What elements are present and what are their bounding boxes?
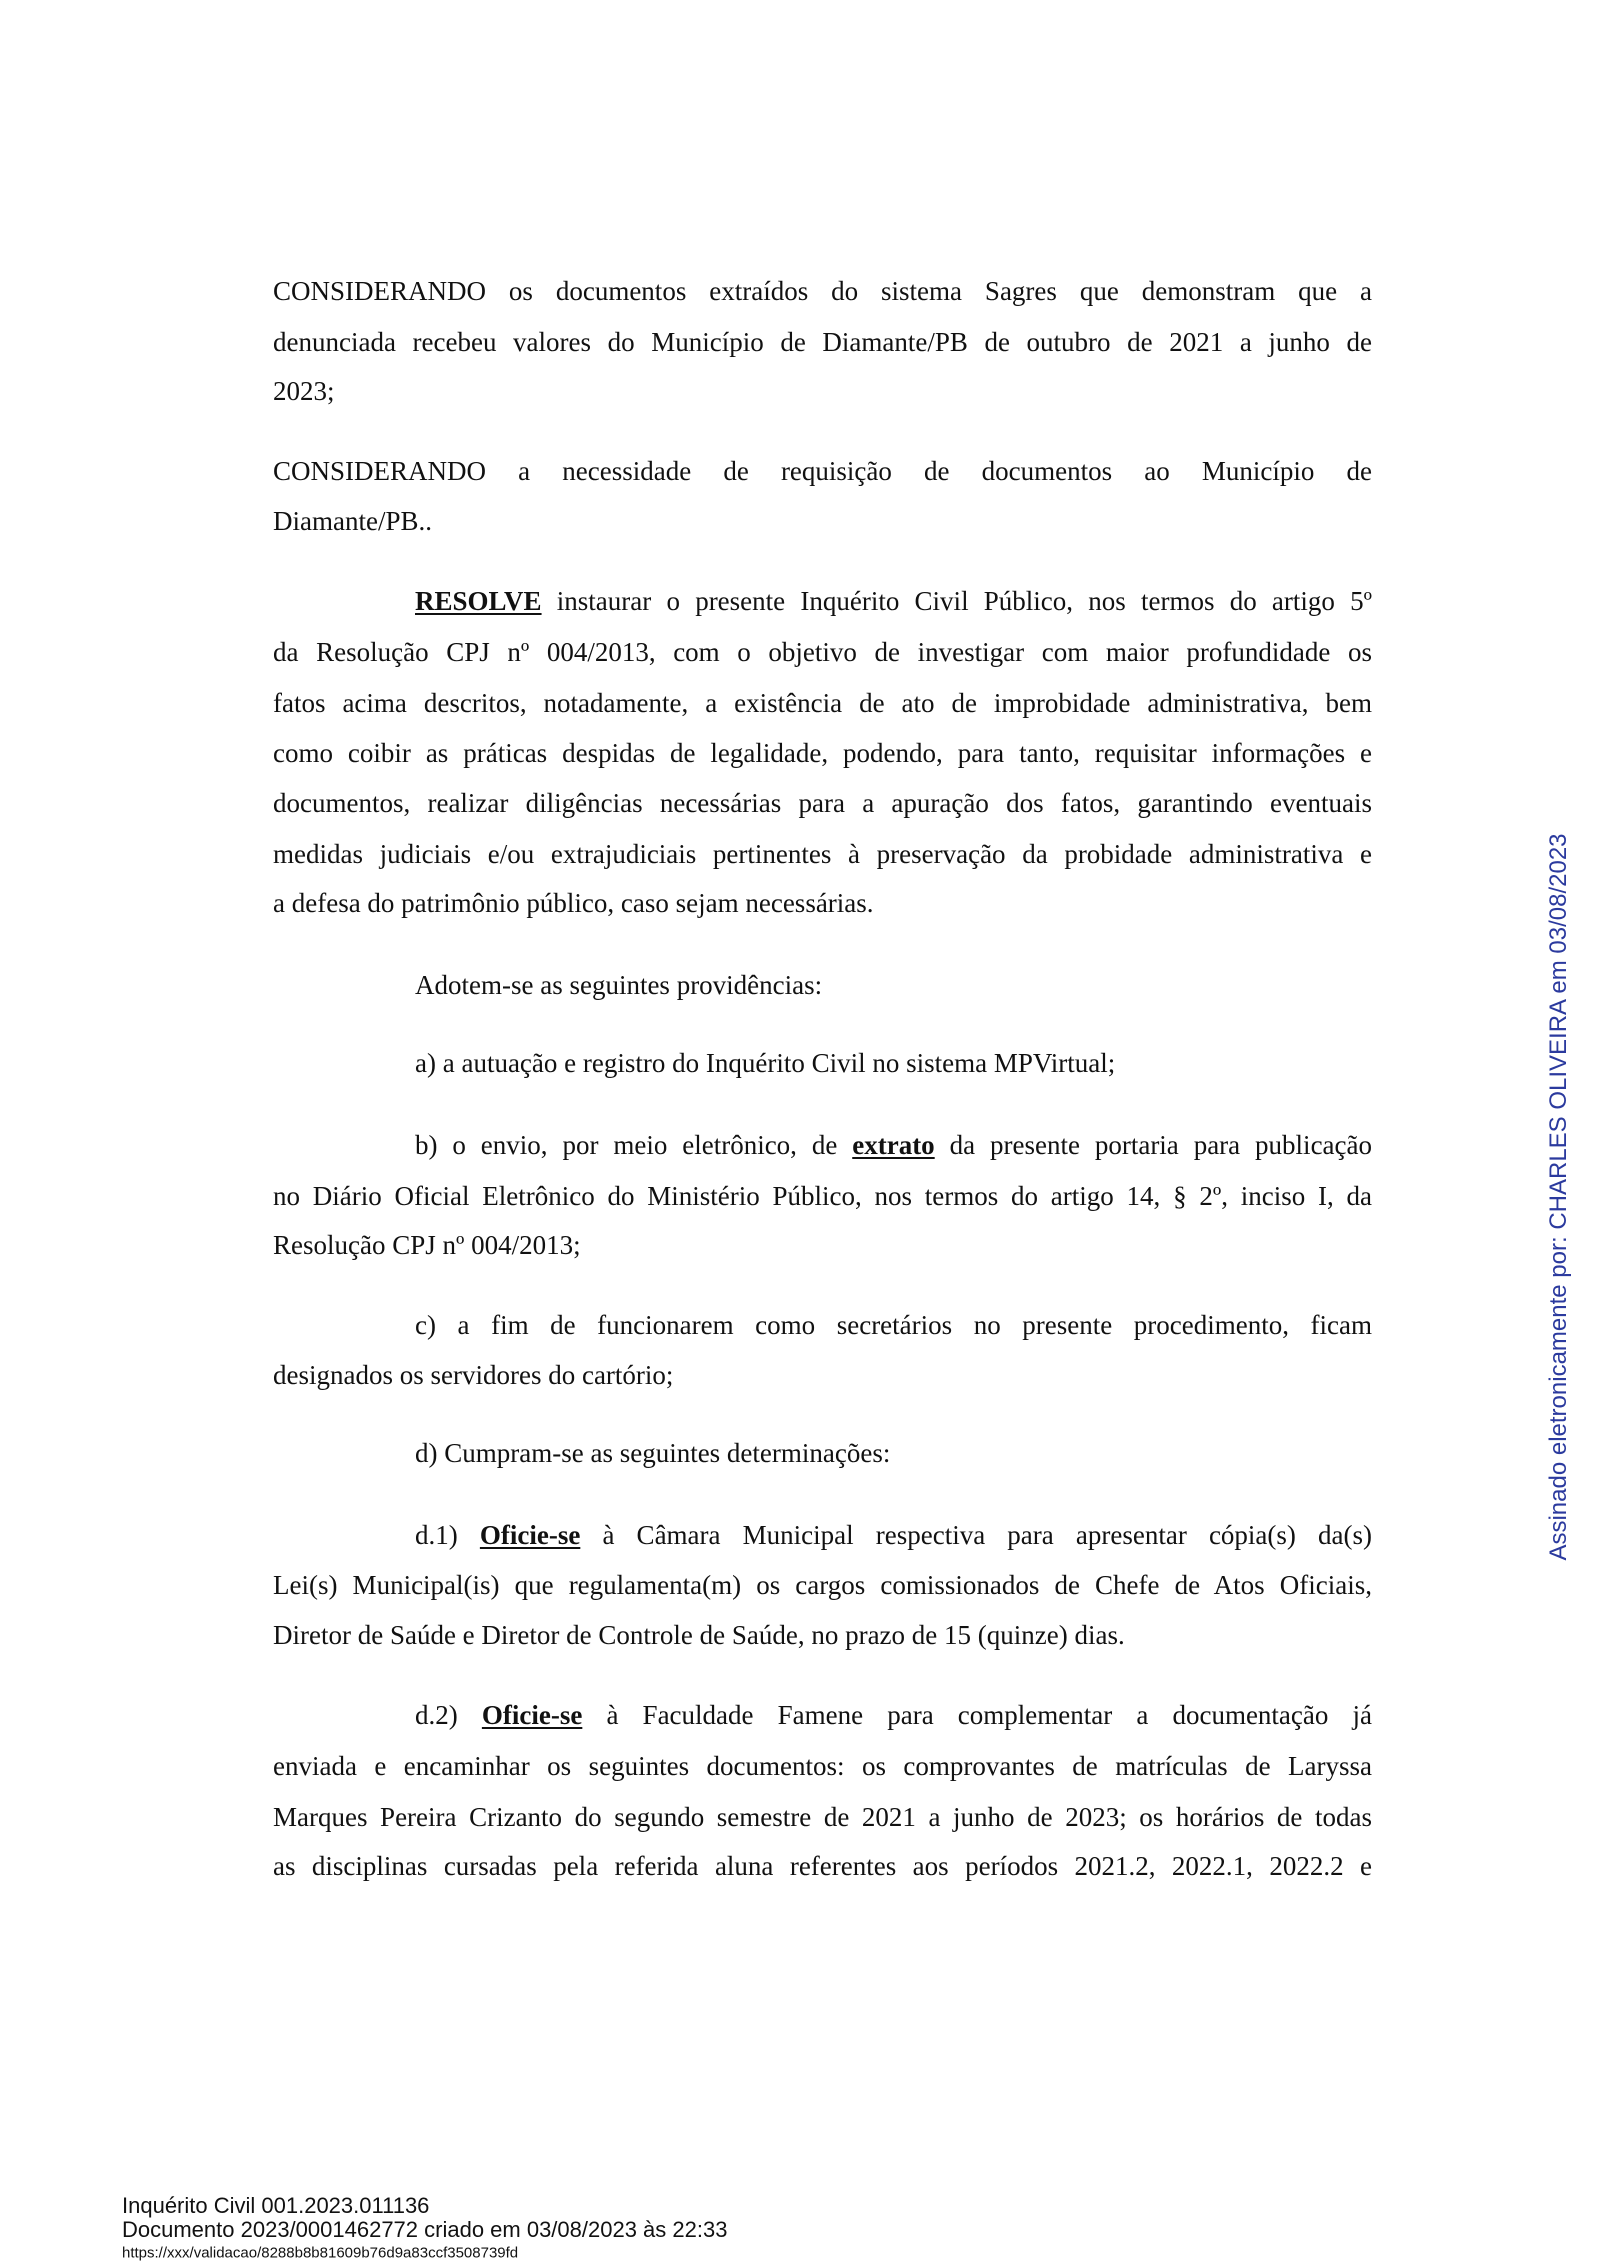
footer-validation-link[interactable]: https://xxx/validacao/8288b8b81609b76d9a83ccf3508739fd [122,2244,519,2262]
body-line: no Diário Oficial Eletrônico do Ministério Público, nos termos do artigo 14, § 2º, inciso I, da [273,1181,1372,1211]
body-line: da Resolução CPJ nº 004/2013, com o objetivo de investigar com maior profundidade os [273,637,1372,667]
resolve-line [415,584,1372,618]
extrato-keyword: extrato [852,1130,935,1160]
body-line: como coibir as práticas despidas de legalidade, podendo, para tanto, requisitar informações e [273,738,1372,768]
body-line: CONSIDERANDO a necessidade de requisição de documentos ao Município de [273,456,1372,486]
body-line: as disciplinas cursadas pela referida aluna referentes aos períodos 2021.2, 2022.1, 2022.2 e [273,1851,1372,1881]
resolve-text: instaurar o presente Inquérito Civil Público, nos termos do artigo 5º [541,586,1372,616]
body-line: Diretor de Saúde e Diretor de Controle de Saúde, no prazo de 15 (quinze) dias. [273,1620,1125,1650]
item-d: d) Cumpram-se as seguintes determinações: [415,1438,891,1468]
body-line: medidas judiciais e/ou extrajudiciais pertinentes à preservação da probidade administrativa e [273,839,1372,869]
body-line: documentos, realizar diligências necessárias para a apuração dos fatos, garantindo eventuais [273,788,1372,818]
body-line: Resolução CPJ nº 004/2013; [273,1230,581,1260]
body-line: CONSIDERANDO os documentos extraídos do sistema Sagres que demonstram que a [273,276,1372,306]
item-d2-text: à Faculdade Famene para complementar a documentação já [582,1700,1372,1730]
item-d1 [415,1518,1372,1552]
item-a: a) a autuação e registro do Inquérito Civil no sistema MPVirtual; [415,1048,1116,1078]
body-line: designados os servidores do cartório; [273,1360,674,1390]
electronic-signature: Assinado eletronicamente por: CHARLES OLIVEIRA em 03/08/2023 [1545,833,1572,1561]
body-line: a defesa do patrimônio público, caso sejam necessárias. [273,888,874,918]
body-line: Diamante/PB.. [273,506,432,536]
resolve-keyword: RESOLVE [415,586,542,616]
item-d2 [415,1698,1372,1732]
body-line: denunciada recebeu valores do Município de Diamante/PB de outubro de 2021 a junho de [273,327,1372,357]
body-line: 2023; [273,376,335,406]
footer-case-number: Inquérito Civil 001.2023.011136 [122,2193,430,2218]
oficie-se-keyword: Oficie-se [479,1520,581,1550]
item-c: c) a fim de funcionarem como secretários no presente procedimento, ficam [415,1310,1372,1340]
body-line: enviada e encaminhar os seguintes documentos: os comprovantes de matrículas de Laryssa [273,1751,1372,1781]
item-b [415,1128,1372,1162]
body-line: Lei(s) Municipal(is) que regulamenta(m) os cargos comissionados de Chefe de Atos Oficiais, [273,1570,1372,1600]
item-b-text: b) o envio, por meio eletrônico, de [415,1130,853,1160]
item-b-text: da presente portaria para publicação [934,1130,1372,1160]
body-line: Marques Pereira Crizanto do segundo semestre de 2021 a junho de 2023; os horários de todas [273,1802,1372,1832]
item-d1-label: d.1) [415,1520,480,1550]
body-line: fatos acima descritos, notadamente, a existência de ato de improbidade administrativa, bem [273,688,1372,718]
oficie-se-keyword: Oficie-se [481,1700,583,1730]
item-d2-label: d.2) [415,1700,482,1730]
item-d1-text: à Câmara Municipal respectiva para apresentar cópia(s) da(s) [580,1520,1372,1550]
footer-document-info: Documento 2023/0001462772 criado em 03/08/2023 às 22:33 [122,2217,728,2242]
body-line: Adotem-se as seguintes providências: [415,970,823,1000]
